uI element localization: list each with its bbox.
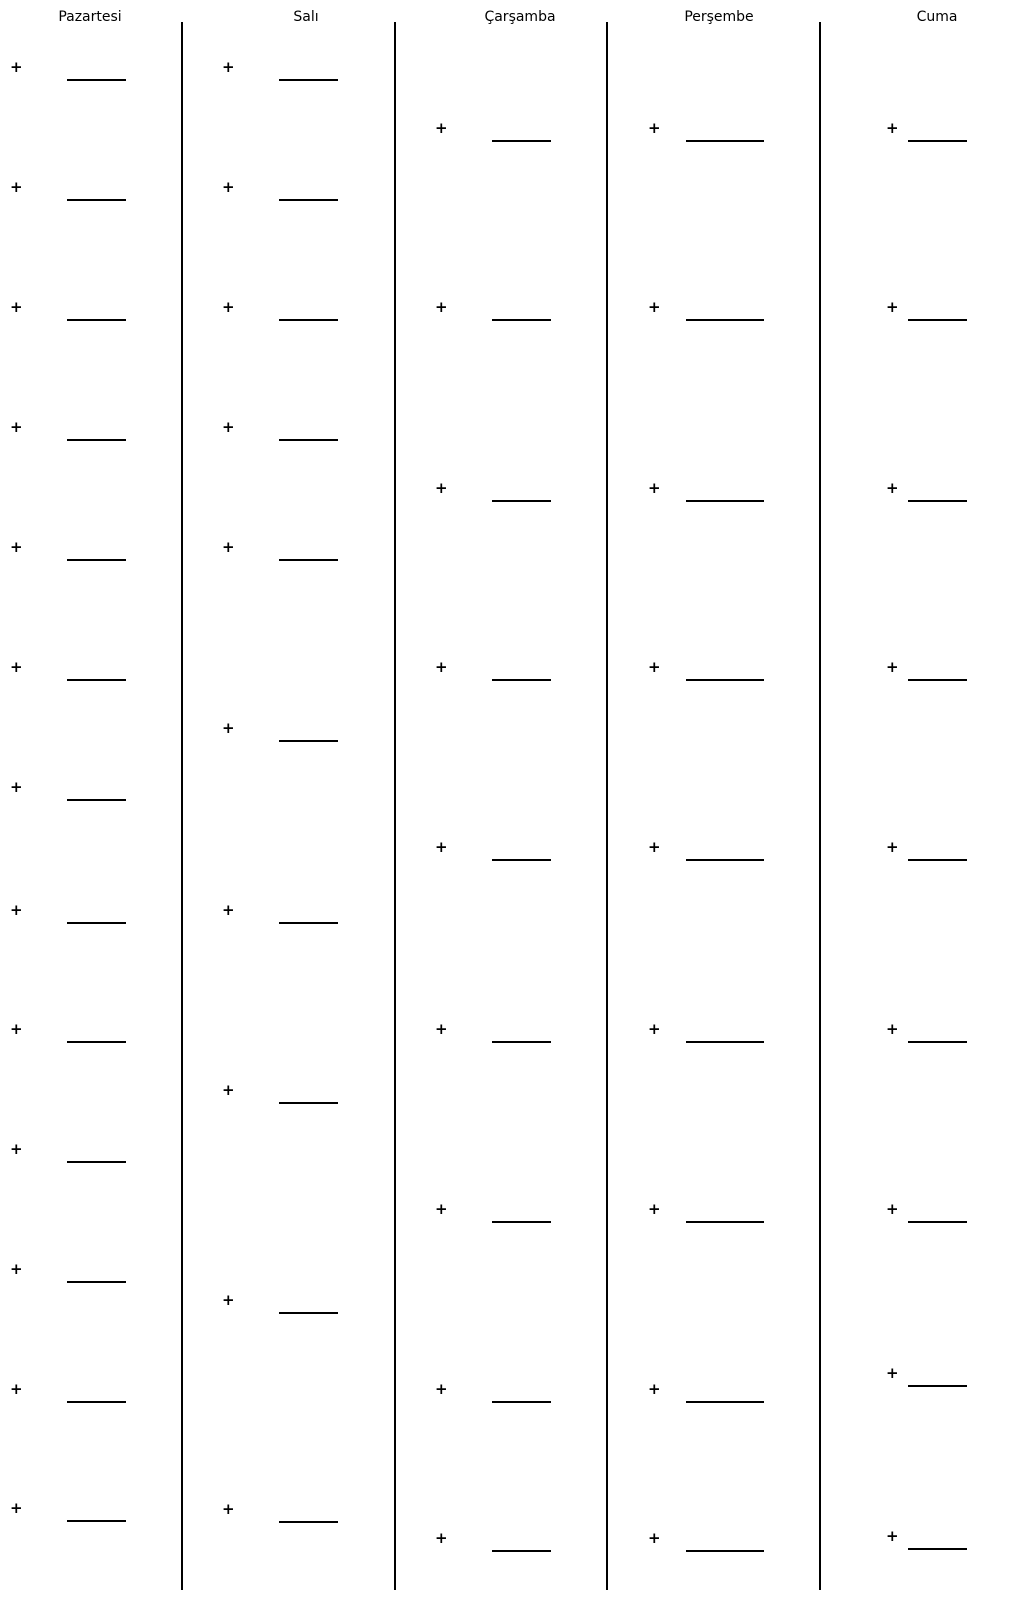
sum-underline xyxy=(67,1041,126,1043)
plus-sign: + xyxy=(886,118,899,137)
plus-sign: + xyxy=(222,1499,235,1518)
plus-sign: + xyxy=(886,1019,899,1038)
plus-sign: + xyxy=(648,297,661,316)
plus-sign: + xyxy=(222,718,235,737)
plus-sign: + xyxy=(648,1529,661,1548)
plus-sign: + xyxy=(886,1363,899,1382)
plus-sign: + xyxy=(648,118,661,137)
plus-sign: + xyxy=(435,837,448,856)
sum-underline xyxy=(279,559,338,561)
plus-sign: + xyxy=(435,1529,448,1548)
plus-sign: + xyxy=(435,1199,448,1218)
plus-sign: + xyxy=(886,837,899,856)
day-header-pazartesi: Pazartesi xyxy=(58,9,122,25)
sum-underline xyxy=(492,859,551,861)
plus-sign: + xyxy=(435,1019,448,1038)
plus-sign: + xyxy=(222,1080,235,1099)
sum-underline xyxy=(67,199,126,201)
column-divider xyxy=(606,22,608,1590)
sum-underline xyxy=(67,679,126,681)
sum-underline xyxy=(908,679,967,681)
sum-underline xyxy=(67,319,126,321)
sum-underline xyxy=(908,1041,967,1043)
plus-sign: + xyxy=(648,1199,661,1218)
plus-sign: + xyxy=(435,657,448,676)
plus-sign: + xyxy=(10,658,23,677)
day-header-carsamba: Çarşamba xyxy=(484,9,556,25)
sum-underline xyxy=(686,500,764,502)
plus-sign: + xyxy=(10,1140,23,1159)
sum-underline xyxy=(908,859,967,861)
sum-underline xyxy=(908,1221,967,1223)
sum-underline xyxy=(67,922,126,924)
sum-underline xyxy=(492,1401,551,1403)
plus-sign: + xyxy=(222,58,235,77)
plus-sign: + xyxy=(10,58,23,77)
sum-underline xyxy=(492,140,551,142)
plus-sign: + xyxy=(10,778,23,797)
sum-underline xyxy=(908,1548,967,1550)
plus-sign: + xyxy=(886,478,899,497)
sum-underline xyxy=(67,439,126,441)
plus-sign: + xyxy=(222,900,235,919)
sum-underline xyxy=(492,319,551,321)
sum-underline xyxy=(67,1161,126,1163)
sum-underline xyxy=(492,1221,551,1223)
plus-sign: + xyxy=(10,418,23,437)
sum-underline xyxy=(67,799,126,801)
sum-underline xyxy=(279,199,338,201)
sum-underline xyxy=(686,679,764,681)
day-header-sali: Salı xyxy=(293,9,319,25)
sum-underline xyxy=(279,922,338,924)
sum-underline xyxy=(67,79,126,81)
sum-underline xyxy=(492,1041,551,1043)
sum-underline xyxy=(686,859,764,861)
column-divider xyxy=(394,22,396,1590)
sum-underline xyxy=(492,500,551,502)
sum-underline xyxy=(908,319,967,321)
plus-sign: + xyxy=(886,297,899,316)
sum-underline xyxy=(279,319,338,321)
sum-underline xyxy=(492,1550,551,1552)
plus-sign: + xyxy=(648,1379,661,1398)
plus-sign: + xyxy=(435,1379,448,1398)
plus-sign: + xyxy=(435,297,448,316)
sum-underline xyxy=(492,679,551,681)
plus-sign: + xyxy=(435,118,448,137)
sum-underline xyxy=(279,1312,338,1314)
sum-underline xyxy=(686,1401,764,1403)
day-header-cuma: Cuma xyxy=(916,9,958,25)
sum-underline xyxy=(279,1102,338,1104)
plus-sign: + xyxy=(648,478,661,497)
sum-underline xyxy=(279,439,338,441)
plus-sign: + xyxy=(10,298,23,317)
sum-underline xyxy=(67,1401,126,1403)
sum-underline xyxy=(279,740,338,742)
plus-sign: + xyxy=(10,538,23,557)
plus-sign: + xyxy=(222,298,235,317)
plus-sign: + xyxy=(10,901,23,920)
plus-sign: + xyxy=(10,1020,23,1039)
sum-underline xyxy=(279,1521,338,1523)
plus-sign: + xyxy=(10,1260,23,1279)
plus-sign: + xyxy=(222,178,235,197)
sum-underline xyxy=(686,1550,764,1552)
plus-sign: + xyxy=(222,418,235,437)
plus-sign: + xyxy=(222,1290,235,1309)
plus-sign: + xyxy=(648,657,661,676)
column-divider xyxy=(819,22,821,1590)
sum-underline xyxy=(686,319,764,321)
plus-sign: + xyxy=(648,837,661,856)
plus-sign: + xyxy=(886,1526,899,1545)
plus-sign: + xyxy=(10,1499,23,1518)
plus-sign: + xyxy=(435,478,448,497)
sum-underline xyxy=(279,79,338,81)
sum-underline xyxy=(908,140,967,142)
sum-underline xyxy=(67,1520,126,1522)
plus-sign: + xyxy=(10,178,23,197)
plus-sign: + xyxy=(648,1019,661,1038)
sum-underline xyxy=(67,559,126,561)
sum-underline xyxy=(686,1221,764,1223)
sum-underline xyxy=(686,1041,764,1043)
sum-underline xyxy=(686,140,764,142)
sum-underline xyxy=(67,1281,126,1283)
plus-sign: + xyxy=(886,657,899,676)
column-divider xyxy=(181,22,183,1590)
plus-sign: + xyxy=(10,1380,23,1399)
day-header-persembe: Perşembe xyxy=(684,9,754,25)
plus-sign: + xyxy=(886,1199,899,1218)
sum-underline xyxy=(908,500,967,502)
sum-underline xyxy=(908,1385,967,1387)
plus-sign: + xyxy=(222,538,235,557)
